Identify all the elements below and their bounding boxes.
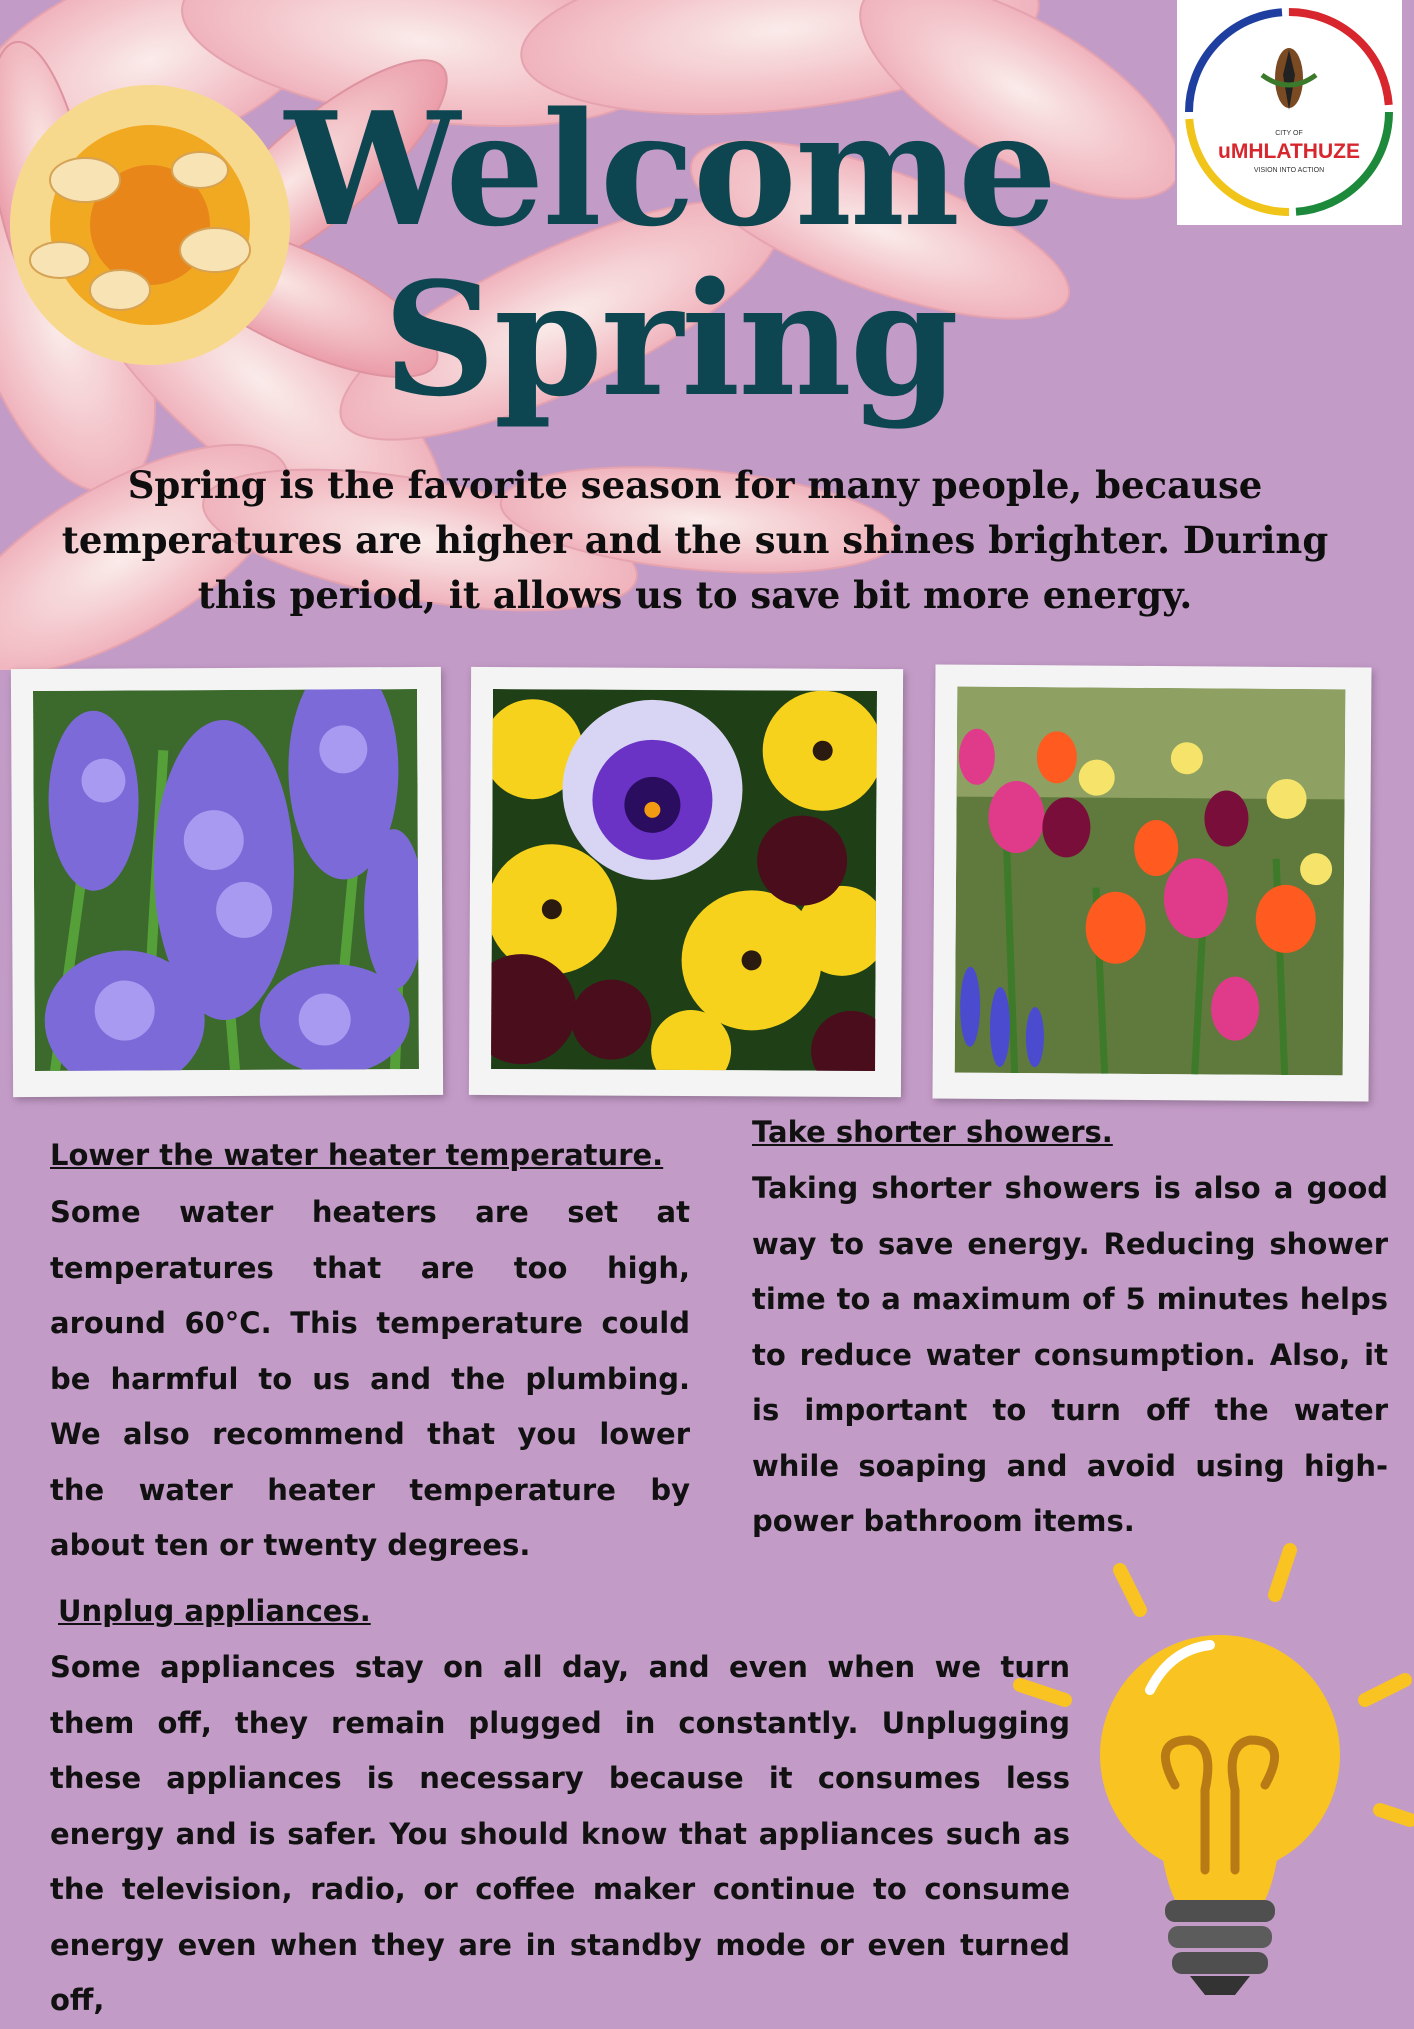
umhlathuze-logo bbox=[1177, 0, 1402, 225]
photo-pansies bbox=[469, 667, 903, 1097]
tulip-photo bbox=[955, 687, 1346, 1076]
water-heater-heading: Lower the water heater temperature. bbox=[50, 1138, 664, 1172]
light-bulb-icon bbox=[1000, 1540, 1414, 2000]
title-spring: Spring bbox=[383, 248, 957, 431]
logo-city-small: CITY OF bbox=[1275, 130, 1303, 137]
logo-tagline: VISION INTO ACTION bbox=[1253, 167, 1325, 174]
unplug-heading: Unplug appliances. bbox=[58, 1594, 371, 1628]
water-heater-text: Some water heaters are set at temperatures that are too high, around 60°C. This temperature could be harmful to us and the plumbing. We also recommend that you lower the water heater temperature by about ten or twenty degrees. bbox=[50, 1195, 690, 1562]
title-welcome: Welcome bbox=[284, 78, 1056, 261]
showers-heading: Take shorter showers. bbox=[752, 1115, 1113, 1149]
photo-hyacinths bbox=[11, 667, 443, 1097]
hyacinth-photo bbox=[33, 689, 419, 1071]
pansy-photo bbox=[491, 689, 877, 1071]
logo-name: uMHLATHUZE bbox=[1218, 140, 1360, 163]
showers-text: Taking shorter showers is also a good way to save energy. Reducing shower time to a maximum of 5 minutes helps to reduce water consumption. Also, it is important to turn off the water while soaping and avoid using high-power bathroom items. bbox=[752, 1171, 1388, 1538]
intro-paragraph: Spring is the favorite season for many people, because temperatures are higher and the sun shines brighter. During this period, it allows us to save bit more energy. bbox=[61, 463, 1329, 617]
photo-tulips bbox=[932, 664, 1371, 1101]
unplug-text: Some appliances stay on all day, and even when we turn them off, they remain plugged in constantly. Unplugging these appliances is necessary because it consumes less energy and is safer. You should know that appliances such as the television, radio, or coffee maker continue to consume energy even when they are in standby mode or even turned off, bbox=[50, 1650, 1070, 2017]
